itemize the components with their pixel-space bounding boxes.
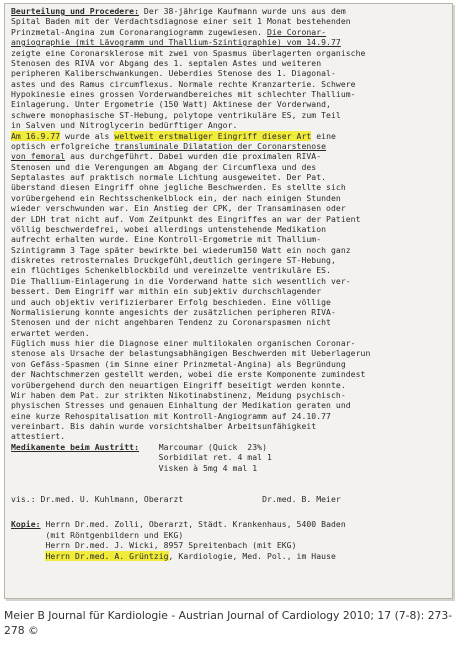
copy-recipients-block [11,519,451,561]
text-run: der LDH trat nicht auf. Vom Zeitpunkt des Eingriffes an war der Patient [11,213,361,224]
text-run: Visken à 5mg 4 mal 1 [11,462,258,473]
signature-block [11,494,451,504]
text-run: der Nachtschmerzen gestellt werden, wobei die erste Komponente zumindest [11,369,366,380]
letter-line [11,99,451,109]
letter-line [11,442,451,452]
underlined-text: Die Coronar- [267,26,327,37]
letter-line [11,297,451,307]
letter-line [11,307,451,317]
letter-line [11,255,451,265]
text-run: Prinzmetal-Angina zum Coronarangiogramm zugewiesen. [11,26,267,37]
text-run: Marcoumar (Quick 23%) [139,441,267,452]
underlined-text: transluminale Dilatation der Coronarstenose [114,140,327,151]
letter-line [11,79,451,89]
spacer [11,483,451,493]
letter-line [11,276,451,286]
letter-line [11,37,451,47]
letter-line [11,369,451,379]
text-run: Szintigramm 3 Tage später bewirkte bei wiederum150 Watt ein noch ganz [11,244,351,255]
text-run: Einlagerung. Unter Ergometrie (150 Watt) Aktinese der Vorderwand, [11,99,331,110]
text-run: optisch erfolgreiche [11,140,115,151]
letter-line [11,6,451,16]
text-run: Wir haben dem Pat. zur strikten Nikotinabstinenz, Meidung psychisch- [11,389,346,400]
text-run: vorübergehend ein Rechtsschenkelblock ein, der nach einigen Stunden [11,192,341,203]
scanned-letter [4,3,453,599]
letter-line [11,411,451,421]
letter-line [11,203,451,213]
source-caption: Meier B Journal für Kardiologie - Austrian Journal of Cardiology 2010; 17 (7-8): 273-278 © [4,609,453,637]
text-run: eine [311,130,336,141]
text-run: Stenosen des RIVA vor Abgang des 1. septalen Astes und weiteren [11,57,322,68]
text-run: (mit Röntgenbildern und EKG) [11,529,184,540]
letter-line [11,328,451,338]
text-run: völlig beschwerdefrei, wobei allerdings untenstehende Medikation [11,223,327,234]
letter-line [11,245,451,255]
letter-line [11,58,451,68]
letter-line [11,89,451,99]
letter-line [11,172,451,182]
letter-line [11,431,451,441]
text-run: aus durchgeführt. Dabei wurden die proximalen RIVA- [65,151,322,162]
letter-line [11,27,451,37]
copy-line [11,540,451,550]
letter-line [11,224,451,234]
text-run: wurde als [60,130,115,141]
text-run: Stenosen und die Verengungen am Abgang der Circumflexa und des [11,161,317,172]
text-run [11,551,45,561]
text-run: bessert. Dem Eingriff war mithin ein subjektiv durchschlagender [11,286,322,297]
letter-line [11,182,451,192]
text-run: Hypokinesie eines grossen Vorderwandbereiches mit schlechter Thallium- [11,89,356,99]
text-run: erwartet werden. [11,327,90,338]
text-run: Der 38-jährige Kaufmann wurde uns aus dem [139,6,346,16]
letter-line [11,348,451,358]
text-run: aufrecht erhalten wurde. Eine Kontroll-Ergometrie mit Thallium- [11,234,322,245]
letter-line [11,390,451,400]
letter-line [11,110,451,120]
copy-line [11,551,451,561]
signature-line [11,494,451,504]
letter-line [11,452,451,462]
section-heading: Beurteilung und Procedere: [11,6,139,16]
text-run: überstand diesen Eingriff ohne jegliche Beschwerden. Es stellte sich [11,182,346,193]
text-run: Die Thallium-Einlagerung in die Vorderwand hatte sich wesentlich ver- [11,275,351,286]
text-run: von Gefäss-Spasmen (im Sinne einer Prinzmetal-Angina) als Begründung [11,358,346,369]
letter-line [11,151,451,161]
text-run: astes und des Ramus circumflexus. Normale rechte Kranzarterie. Schwere [11,78,356,89]
text-run: zeigte eine Coronarsklerose mit zwei von Spasmus überlagerten organische [11,47,366,58]
letter-line [11,120,451,130]
underlined-text: angiographie (mit Lävogramm und Thallium-Szintigraphie) vom 14.9.77 [11,37,341,48]
letter-line [11,214,451,224]
copy-line [11,519,451,529]
letter-line [11,338,451,348]
letter-line [11,131,451,141]
text-run: peripheren Kaliberschwankungen. Ueberdies Stenose des 1. Diagonal- [11,68,336,79]
letter-line [11,48,451,58]
letter-line [11,265,451,275]
letter-line [11,193,451,203]
letter-body [11,6,451,561]
spacer [11,504,451,514]
letter-line [11,400,451,410]
text-run: vis.: Dr.med. U. Kuhlmann, Oberarzt Dr.med. B. Meier [11,493,341,504]
text-run: wieder verschwunden war. Ein Anstieg der CPK, der Transaminasen oder [11,203,346,214]
letter-line [11,68,451,78]
letter-line [11,317,451,327]
text-run: Normalisierung konnte angesichts der zusätzlichen peripheren RIVA- [11,306,336,317]
letter-line [11,463,451,473]
text-run: , Kardiologie, Med. Pol., im Hause [168,550,336,561]
text-run: Sorbidilat ret. 4 mal 1 [11,452,272,463]
text-run: Spital Baden mit der Verdachtsdiagnose einer seit 1 Monat bestehenden [11,16,351,27]
highlighted-text: Herrn Dr.med. A. Grüntzig [45,550,169,561]
text-run: Füglich muss hier die Diagnose einer multilokalen organischen Coronar- [11,338,356,348]
copy-line [11,530,451,540]
letter-line [11,162,451,172]
text-run: ein flüchtiges Schenkelblockbild und vereinzelte ventrikuläre ES. [11,265,331,276]
text-run: vorübergehend durch den neuartigen Eingriff beseitigt werden konnte. [11,379,346,390]
text-run: Septalastes auf praktisch normale Lichtung ausgeweitet. Der Pat. [11,172,327,182]
letter-line [11,359,451,369]
letter-line [11,380,451,390]
text-run: diskretes retrosternales Druckgefühl,deutlich geringere ST-Hebung, [11,255,336,265]
letter-text-block [11,6,451,473]
text-run: schwere monophasische ST-Hebung, polytope ventrikuläre ES, zum Teil [11,109,341,120]
underlined-text: von femoral [11,151,66,162]
text-run: stenose als Ursache der belastungsabhängigen Beschwerden mit Ueberlagerun [11,348,371,359]
highlighted-text: weltweit erstmaliger Eingriff dieser Art [114,130,312,141]
letter-line [11,234,451,244]
letter-line [11,286,451,296]
section-heading: Medikamente beim Austritt: [11,441,139,452]
text-run: und auch objektiv verifizierbarer Erfolg beschieden. Eine völlige [11,296,331,307]
section-heading: Kopie: [11,519,41,530]
highlighted-text: Am 16.9.77 [11,130,61,141]
text-run: attestiert. [11,431,66,442]
text-run: Herrn Dr.med. J. Wicki, 8957 Spreitenbach (mit EKG) [11,540,297,551]
text-run: Stenosen und der nicht angehbaren Tendenz zu Coronarspasmen nicht [11,317,331,328]
letter-line [11,141,451,151]
text-run: vereinbart. Bis dahin wurde vorsichtshalber Arbeitsunfähigkeit [11,421,317,431]
letter-line [11,16,451,26]
text-run: physischen Stresses und genauen Einhaltung der Medikation geraten und [11,400,351,411]
text-run: eine kurze Rehospitalisation mit Kontroll-Angiogramm auf 24.10.77 [11,410,331,421]
text-run: Herrn Dr.med. Zolli, Oberarzt, Städt. Krankenhaus, 5400 Baden [40,519,346,530]
letter-line [11,421,451,431]
text-run: in Salven und Nitroglycerin bedürftiger Angor. [11,120,238,131]
spacer [11,473,451,483]
